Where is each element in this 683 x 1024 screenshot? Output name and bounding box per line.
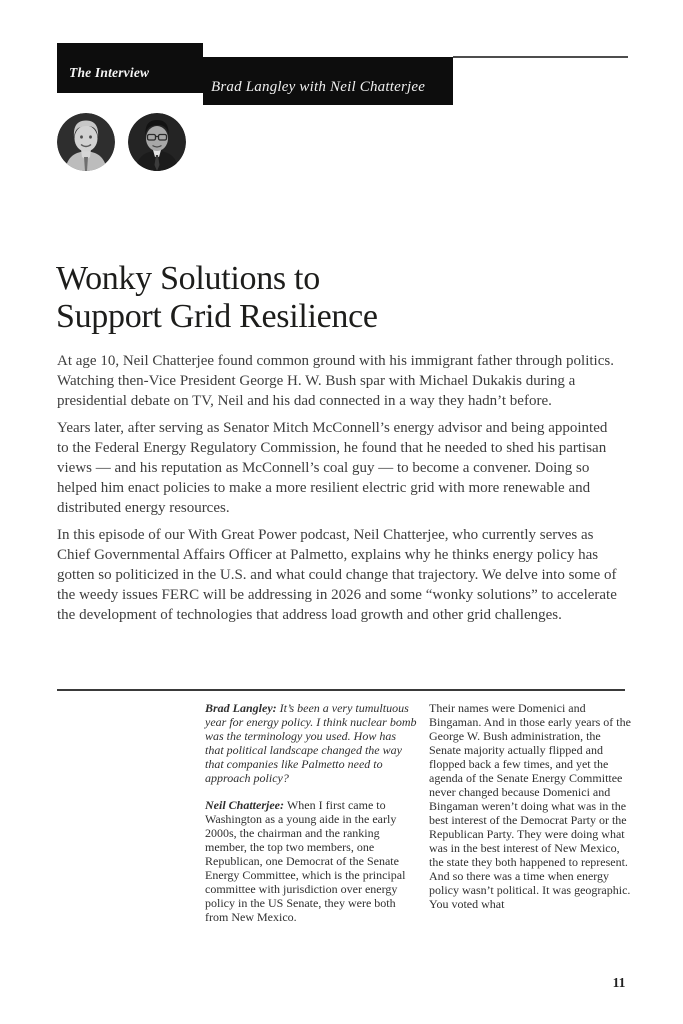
page-number: 11 (612, 975, 626, 990)
section-divider-rule (57, 689, 625, 691)
intro-paragraph-3: In this episode of our With Great Power podcast, Neil Chatterjee, who currently serves as Chief Governmental Affairs Officer at Palmetto, explains why he thinks energy policy has gotten so politicized in the U.S. and what could change that trajectory. We delve into some of the weedy issues FERC will be addressing in 2026 and some “wonky solutions” to accelerate the development of technologies that address load growth and other grid challenges. (57, 527, 617, 623)
section-label: The Interview (69, 65, 150, 80)
answer-speaker-name: Neil Chatterjee: (205, 798, 284, 812)
article-title-line1: Wonky Solutions to (56, 260, 320, 297)
interview-column-left (205, 701, 417, 937)
interview-column-right (429, 701, 632, 924)
neil-chatterjee-avatar (128, 113, 186, 171)
answer-continuation-text: Their names were Domenici and Bingaman. And in those early years of the George W. Bush administration, the Senate majority actually flipped and flopped back a few times, and yet the agenda of the Senate Energy Committee never changed because Domenici and Bingaman weren’t doing what was in the best interest of the Democrat Party or the Republican Party. They were doing what was in the best interest of New Mexico, the state they both happened to represent. And so there was a time when energy policy wasn’t political. It was geographic. You voted what (429, 701, 631, 911)
brad-langley-portrait-image (57, 113, 115, 171)
section-label-bar (57, 43, 203, 93)
article-title-line2: Support Grid Resilience (56, 298, 378, 335)
answer-text: When I first came to Washington as a young aide in the early 2000s, the chairman and the ranking member, the top two members, one Republican, one Democrat of the Senate Energy Committee, which is the principal committee with jurisdiction over energy policy in the US Senate, they were both from New Mexico. (205, 798, 406, 924)
header-rule (453, 56, 628, 58)
article-title (56, 260, 636, 336)
question-text: It’s been a very tumultuous year for energy policy. I think nuclear bomb was the terminology you used. How has that political landscape changed the way that companies like Palmetto need to approach policy? (205, 701, 417, 785)
question-speaker-name: Brad Langley: (205, 701, 277, 715)
interview-answer (205, 798, 417, 924)
intro-paragraph-1: At age 10, Neil Chatterjee found common ground with his immigrant father through politics. Watching then-Vice President George H. W. Bush spar with Michael Dukakis during a presidential debate on TV, Neil and his dad connected in a way they hadn’t before. (57, 353, 614, 409)
intro-paragraph-2: Years later, after serving as Senator Mitch McConnell’s energy advisor and being appointed to the Federal Energy Regulatory Commission, he found that he needed to shed his partisan views — and his reputation as McConnell’s coal guy — to become a convener. Doing so helped him enact policies to make a more resilient electric grid with more renewable and distributed energy resources. (57, 420, 608, 516)
byline: Brad Langley with Neil Chatterjee (211, 78, 426, 95)
intro-paragraphs (57, 352, 617, 633)
interview-question (205, 701, 417, 785)
brad-langley-avatar (57, 113, 115, 171)
byline-bar (203, 57, 453, 105)
neil-chatterjee-portrait-image (128, 113, 186, 171)
